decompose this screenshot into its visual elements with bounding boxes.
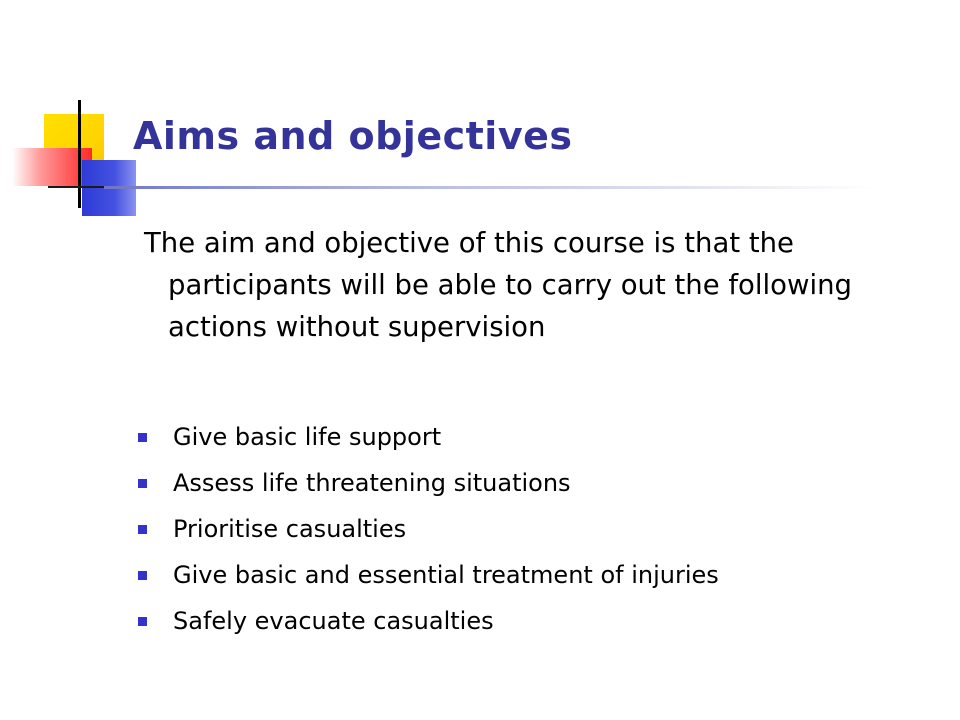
bullet-text: Give basic life support [173, 423, 442, 451]
square-bullet-icon [138, 525, 147, 534]
list-item [138, 552, 719, 598]
bullet-text: Give basic and essential treatment of injuries [173, 561, 719, 589]
bullet-list [138, 414, 719, 644]
square-bullet-icon [138, 479, 147, 488]
intro-paragraph: The aim and objective of this course is that the participants will be able to carry out the following actions without supervision [144, 227, 853, 343]
bullet-text: Safely evacuate casualties [173, 607, 494, 635]
square-bullet-icon [138, 617, 147, 626]
square-bullet-icon [138, 571, 147, 580]
slide-title: Aims and objectives [133, 114, 573, 158]
list-item [138, 460, 719, 506]
square-bullet-icon [138, 433, 147, 442]
list-item [138, 506, 719, 552]
title-underline [104, 186, 874, 189]
corner-decoration [0, 0, 140, 230]
list-item [138, 598, 719, 644]
bullet-text: Assess life threatening situations [173, 469, 571, 497]
list-item [138, 414, 719, 460]
bullet-text: Prioritise casualties [173, 515, 407, 543]
vertical-line-decoration [78, 100, 81, 208]
